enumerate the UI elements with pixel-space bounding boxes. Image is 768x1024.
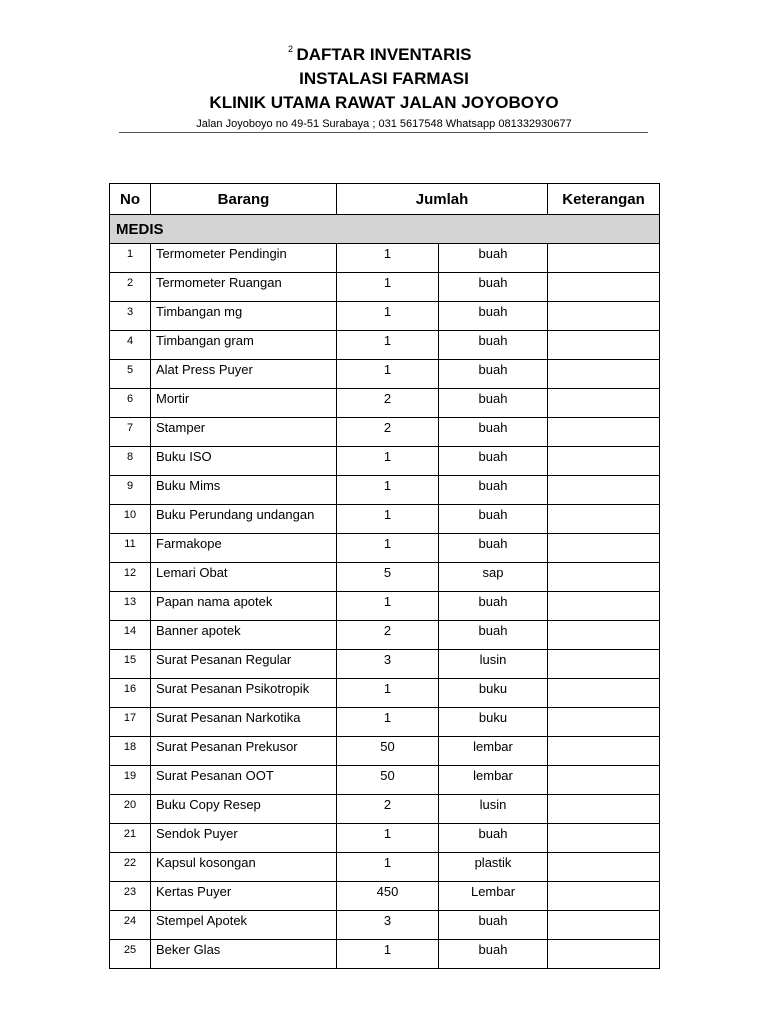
item-quantity: 1 <box>337 447 439 476</box>
header-divider <box>119 132 648 133</box>
item-quantity: 5 <box>337 563 439 592</box>
item-name: Beker Glas <box>151 940 337 969</box>
item-unit: buah <box>439 360 548 389</box>
table-row <box>110 824 660 853</box>
item-unit: buah <box>439 534 548 563</box>
item-note <box>548 737 660 766</box>
table-row <box>110 331 660 360</box>
row-number: 25 <box>110 940 151 969</box>
item-name: Termometer Pendingin <box>151 244 337 273</box>
row-number: 4 <box>110 331 151 360</box>
inventory-table <box>109 183 660 969</box>
item-unit: Lembar <box>439 882 548 911</box>
item-note <box>548 273 660 302</box>
table-row <box>110 737 660 766</box>
column-header-item: Barang <box>151 184 337 215</box>
item-note <box>548 679 660 708</box>
department-title: INSTALASI FARMASI <box>299 69 469 88</box>
row-number: 1 <box>110 244 151 273</box>
item-note <box>548 708 660 737</box>
row-number: 17 <box>110 708 151 737</box>
table-row <box>110 447 660 476</box>
item-name: Buku ISO <box>151 447 337 476</box>
table-row <box>110 418 660 447</box>
item-name: Timbangan mg <box>151 302 337 331</box>
item-quantity: 2 <box>337 418 439 447</box>
item-note <box>548 418 660 447</box>
table-row <box>110 302 660 331</box>
item-unit: buah <box>439 505 548 534</box>
item-name: Stamper <box>151 418 337 447</box>
item-name: Papan nama apotek <box>151 592 337 621</box>
item-name: Kertas Puyer <box>151 882 337 911</box>
item-quantity: 1 <box>337 940 439 969</box>
item-name: Buku Mims <box>151 476 337 505</box>
row-number: 2 <box>110 273 151 302</box>
row-number: 7 <box>110 418 151 447</box>
item-unit: buah <box>439 911 548 940</box>
table-row <box>110 708 660 737</box>
item-quantity: 1 <box>337 592 439 621</box>
section-label: MEDIS <box>110 215 660 244</box>
item-unit: buah <box>439 621 548 650</box>
item-name: Surat Pesanan OOT <box>151 766 337 795</box>
item-quantity: 1 <box>337 360 439 389</box>
table-row <box>110 592 660 621</box>
item-unit: buah <box>439 824 548 853</box>
item-note <box>548 592 660 621</box>
item-name: Kapsul kosongan <box>151 853 337 882</box>
item-name: Buku Perundang undangan <box>151 505 337 534</box>
document-title: DAFTAR INVENTARIS <box>296 45 472 64</box>
clinic-address: Jalan Joyoboyo no 49-51 Surabaya ; 031 5617548 Whatsapp 081332930677 <box>196 118 572 130</box>
column-header-no: No <box>110 184 151 215</box>
item-note <box>548 447 660 476</box>
row-number: 14 <box>110 621 151 650</box>
table-row <box>110 940 660 969</box>
item-unit: buah <box>439 940 548 969</box>
table-row <box>110 679 660 708</box>
row-number: 13 <box>110 592 151 621</box>
item-quantity: 2 <box>337 389 439 418</box>
item-quantity: 450 <box>337 882 439 911</box>
item-name: Timbangan gram <box>151 331 337 360</box>
item-note <box>548 766 660 795</box>
item-unit: buah <box>439 302 548 331</box>
item-name: Surat Pesanan Psikotropik <box>151 679 337 708</box>
item-unit: buah <box>439 273 548 302</box>
table-header-row <box>110 184 660 215</box>
page-number: 2 <box>288 44 294 54</box>
row-number: 20 <box>110 795 151 824</box>
item-name: Surat Pesanan Narkotika <box>151 708 337 737</box>
row-number: 6 <box>110 389 151 418</box>
item-note <box>548 360 660 389</box>
table-row <box>110 795 660 824</box>
table-row <box>110 882 660 911</box>
row-number: 23 <box>110 882 151 911</box>
table-row <box>110 505 660 534</box>
item-quantity: 1 <box>337 708 439 737</box>
table-row <box>110 766 660 795</box>
item-unit: lembar <box>439 737 548 766</box>
item-name: Lemari Obat <box>151 563 337 592</box>
item-unit: lusin <box>439 795 548 824</box>
item-name: Mortir <box>151 389 337 418</box>
item-unit: buah <box>439 418 548 447</box>
row-number: 11 <box>110 534 151 563</box>
item-quantity: 2 <box>337 621 439 650</box>
item-note <box>548 621 660 650</box>
item-quantity: 1 <box>337 244 439 273</box>
item-note <box>548 911 660 940</box>
item-unit: plastik <box>439 853 548 882</box>
item-unit: buah <box>439 331 548 360</box>
row-number: 9 <box>110 476 151 505</box>
row-number: 22 <box>110 853 151 882</box>
item-note <box>548 534 660 563</box>
item-quantity: 1 <box>337 679 439 708</box>
item-quantity: 2 <box>337 795 439 824</box>
item-note <box>548 650 660 679</box>
row-number: 16 <box>110 679 151 708</box>
item-note <box>548 302 660 331</box>
item-name: Farmakope <box>151 534 337 563</box>
item-unit: lembar <box>439 766 548 795</box>
row-number: 3 <box>110 302 151 331</box>
row-number: 5 <box>110 360 151 389</box>
item-name: Termometer Ruangan <box>151 273 337 302</box>
item-name: Banner apotek <box>151 621 337 650</box>
item-quantity: 1 <box>337 853 439 882</box>
item-unit: sap <box>439 563 548 592</box>
row-number: 8 <box>110 447 151 476</box>
item-note <box>548 244 660 273</box>
column-header-quantity: Jumlah <box>337 184 548 215</box>
item-name: Surat Pesanan Regular <box>151 650 337 679</box>
table-row <box>110 360 660 389</box>
item-note <box>548 389 660 418</box>
item-quantity: 1 <box>337 331 439 360</box>
item-note <box>548 853 660 882</box>
item-quantity: 50 <box>337 737 439 766</box>
item-unit: buku <box>439 679 548 708</box>
row-number: 12 <box>110 563 151 592</box>
item-quantity: 1 <box>337 824 439 853</box>
item-name: Sendok Puyer <box>151 824 337 853</box>
table-row <box>110 621 660 650</box>
item-name: Buku Copy Resep <box>151 795 337 824</box>
item-quantity: 50 <box>337 766 439 795</box>
table-row <box>110 911 660 940</box>
item-name: Surat Pesanan Prekusor <box>151 737 337 766</box>
table-row <box>110 476 660 505</box>
item-note <box>548 331 660 360</box>
row-number: 15 <box>110 650 151 679</box>
section-row-medis <box>110 215 660 244</box>
item-quantity: 3 <box>337 650 439 679</box>
item-quantity: 1 <box>337 505 439 534</box>
item-quantity: 1 <box>337 534 439 563</box>
item-name: Alat Press Puyer <box>151 360 337 389</box>
table-row <box>110 389 660 418</box>
item-unit: buah <box>439 476 548 505</box>
table-row <box>110 534 660 563</box>
table-row <box>110 853 660 882</box>
item-unit: buah <box>439 244 548 273</box>
item-note <box>548 505 660 534</box>
table-row <box>110 563 660 592</box>
row-number: 24 <box>110 911 151 940</box>
clinic-name: KLINIK UTAMA RAWAT JALAN JOYOBOYO <box>209 93 559 112</box>
column-header-notes: Keterangan <box>548 184 660 215</box>
row-number: 21 <box>110 824 151 853</box>
item-note <box>548 824 660 853</box>
row-number: 10 <box>110 505 151 534</box>
item-unit: buah <box>439 592 548 621</box>
row-number: 19 <box>110 766 151 795</box>
item-quantity: 1 <box>337 273 439 302</box>
item-quantity: 1 <box>337 476 439 505</box>
table-row <box>110 273 660 302</box>
table-row <box>110 650 660 679</box>
item-unit: buah <box>439 447 548 476</box>
item-unit: buku <box>439 708 548 737</box>
item-note <box>548 882 660 911</box>
item-note <box>548 476 660 505</box>
item-unit: buah <box>439 389 548 418</box>
table-row <box>110 244 660 273</box>
item-note <box>548 563 660 592</box>
item-note <box>548 795 660 824</box>
item-note <box>548 940 660 969</box>
row-number: 18 <box>110 737 151 766</box>
item-quantity: 1 <box>337 302 439 331</box>
item-quantity: 3 <box>337 911 439 940</box>
item-unit: lusin <box>439 650 548 679</box>
item-name: Stempel Apotek <box>151 911 337 940</box>
